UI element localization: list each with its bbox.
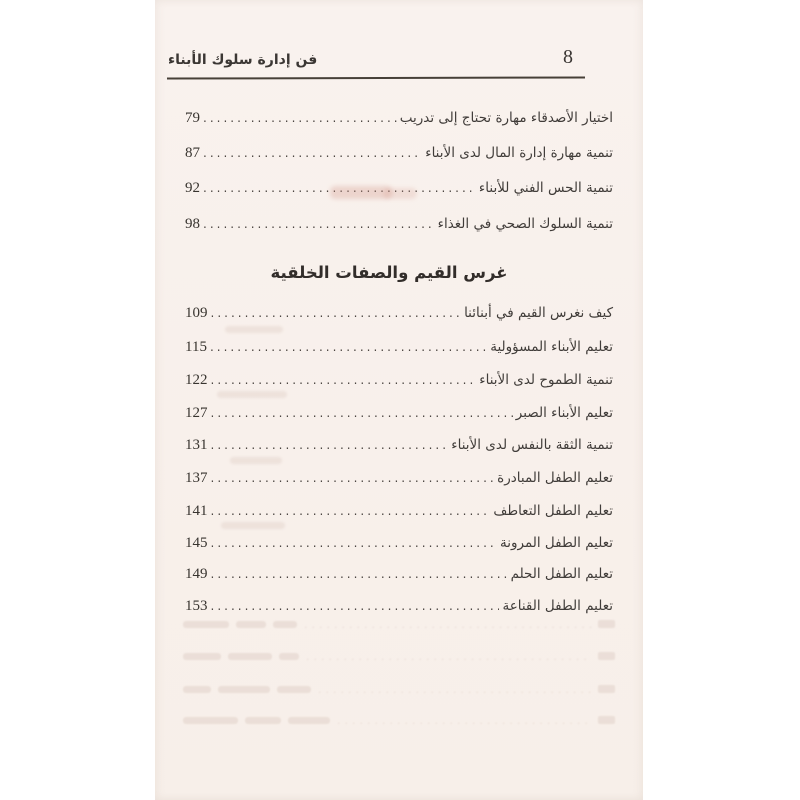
toc-entry-page: 127 <box>185 405 208 421</box>
toc-entry-page: 98 <box>185 216 200 232</box>
dot-leader <box>211 599 500 613</box>
bleed-through-line <box>183 714 615 726</box>
dot-leader <box>210 340 487 354</box>
toc-entry-title: تعليم الطفل الحلم <box>510 566 613 582</box>
bleed-through-speck <box>221 522 285 529</box>
toc-entry-page: 92 <box>185 180 200 196</box>
toc-entry <box>185 598 613 618</box>
toc-entry-page: 145 <box>185 535 208 551</box>
toc-entry-page: 122 <box>185 372 208 388</box>
toc-entry <box>185 145 613 165</box>
dot-leader <box>211 536 497 550</box>
toc-entry <box>185 535 613 555</box>
toc-entry-title: تعليم الأبناء المسؤولية <box>490 339 613 355</box>
toc-entry-page: 137 <box>185 470 208 486</box>
toc-entry-title: كيف نغرس القيم في أبنائنا <box>464 305 613 321</box>
dot-leader <box>203 217 435 231</box>
dot-leader <box>211 504 491 518</box>
toc-entry <box>185 566 613 586</box>
toc-entry <box>185 437 613 457</box>
toc-entry <box>185 372 613 392</box>
bleed-through-speck <box>230 457 282 464</box>
toc-entry <box>185 305 613 325</box>
toc-entry-page: 131 <box>185 437 208 453</box>
toc-entry-page: 149 <box>185 566 208 582</box>
toc-entry-title: اختيار الأصدقاء مهارة تحتاج إلى تدريب <box>399 110 613 126</box>
toc-entry <box>185 405 613 425</box>
dot-leader <box>203 146 422 160</box>
toc-entry-title: تنمية مهارة إدارة المال لدى الأبناء <box>425 145 613 161</box>
dot-leader <box>211 373 477 387</box>
toc-entry-page: 87 <box>185 145 200 161</box>
bleed-through-speck <box>225 326 283 333</box>
toc-entry-title: تنمية الثقة بالنفس لدى الأبناء <box>451 437 613 453</box>
toc-entry-title: تنمية الحس الفني للأبناء <box>478 180 613 196</box>
dot-leader <box>211 567 508 581</box>
toc-entry-title: تعليم الطفل المرونة <box>499 535 613 551</box>
page-number: 8 <box>563 46 573 68</box>
toc-entry-title: تعليم الطفل المبادرة <box>497 470 613 486</box>
toc-entry <box>185 216 613 236</box>
bleed-through-line <box>183 683 615 695</box>
running-head-title: فن إدارة سلوك الأبناء <box>168 52 318 68</box>
toc-entry-title: تعليم الأبناء الصبر <box>515 405 613 421</box>
header-rule <box>167 76 585 79</box>
toc-entry-title: تعليم الطفل القناعة <box>502 598 613 614</box>
toc-entry-title: تنمية السلوك الصحي في الغذاء <box>437 216 613 232</box>
dot-leader <box>211 306 462 320</box>
bleed-through-speck <box>217 391 287 398</box>
toc-entry-page: 79 <box>185 110 200 126</box>
bleed-through-smudge <box>383 188 417 199</box>
toc-entry-page: 109 <box>185 305 208 321</box>
toc-entry-page: 115 <box>185 339 207 355</box>
toc-entry <box>185 470 613 490</box>
toc-entry <box>185 110 613 130</box>
toc-entry-title: تنمية الطموح لدى الأبناء <box>479 372 613 388</box>
toc-entry <box>185 503 613 523</box>
toc-entry-title: تعليم الطفل التعاطف <box>493 503 613 519</box>
toc-entry <box>185 339 613 359</box>
bleed-through-line <box>183 618 615 630</box>
dot-leader <box>211 406 513 420</box>
bleed-through-line <box>183 650 615 662</box>
dot-leader <box>211 438 449 452</box>
dot-leader <box>211 471 495 485</box>
dot-leader <box>203 111 397 125</box>
toc-entry-page: 141 <box>185 503 208 519</box>
book-page <box>155 0 643 800</box>
section-heading: غرس القيم والصفات الخلقية <box>270 263 508 282</box>
toc-entry-page: 153 <box>185 598 208 614</box>
